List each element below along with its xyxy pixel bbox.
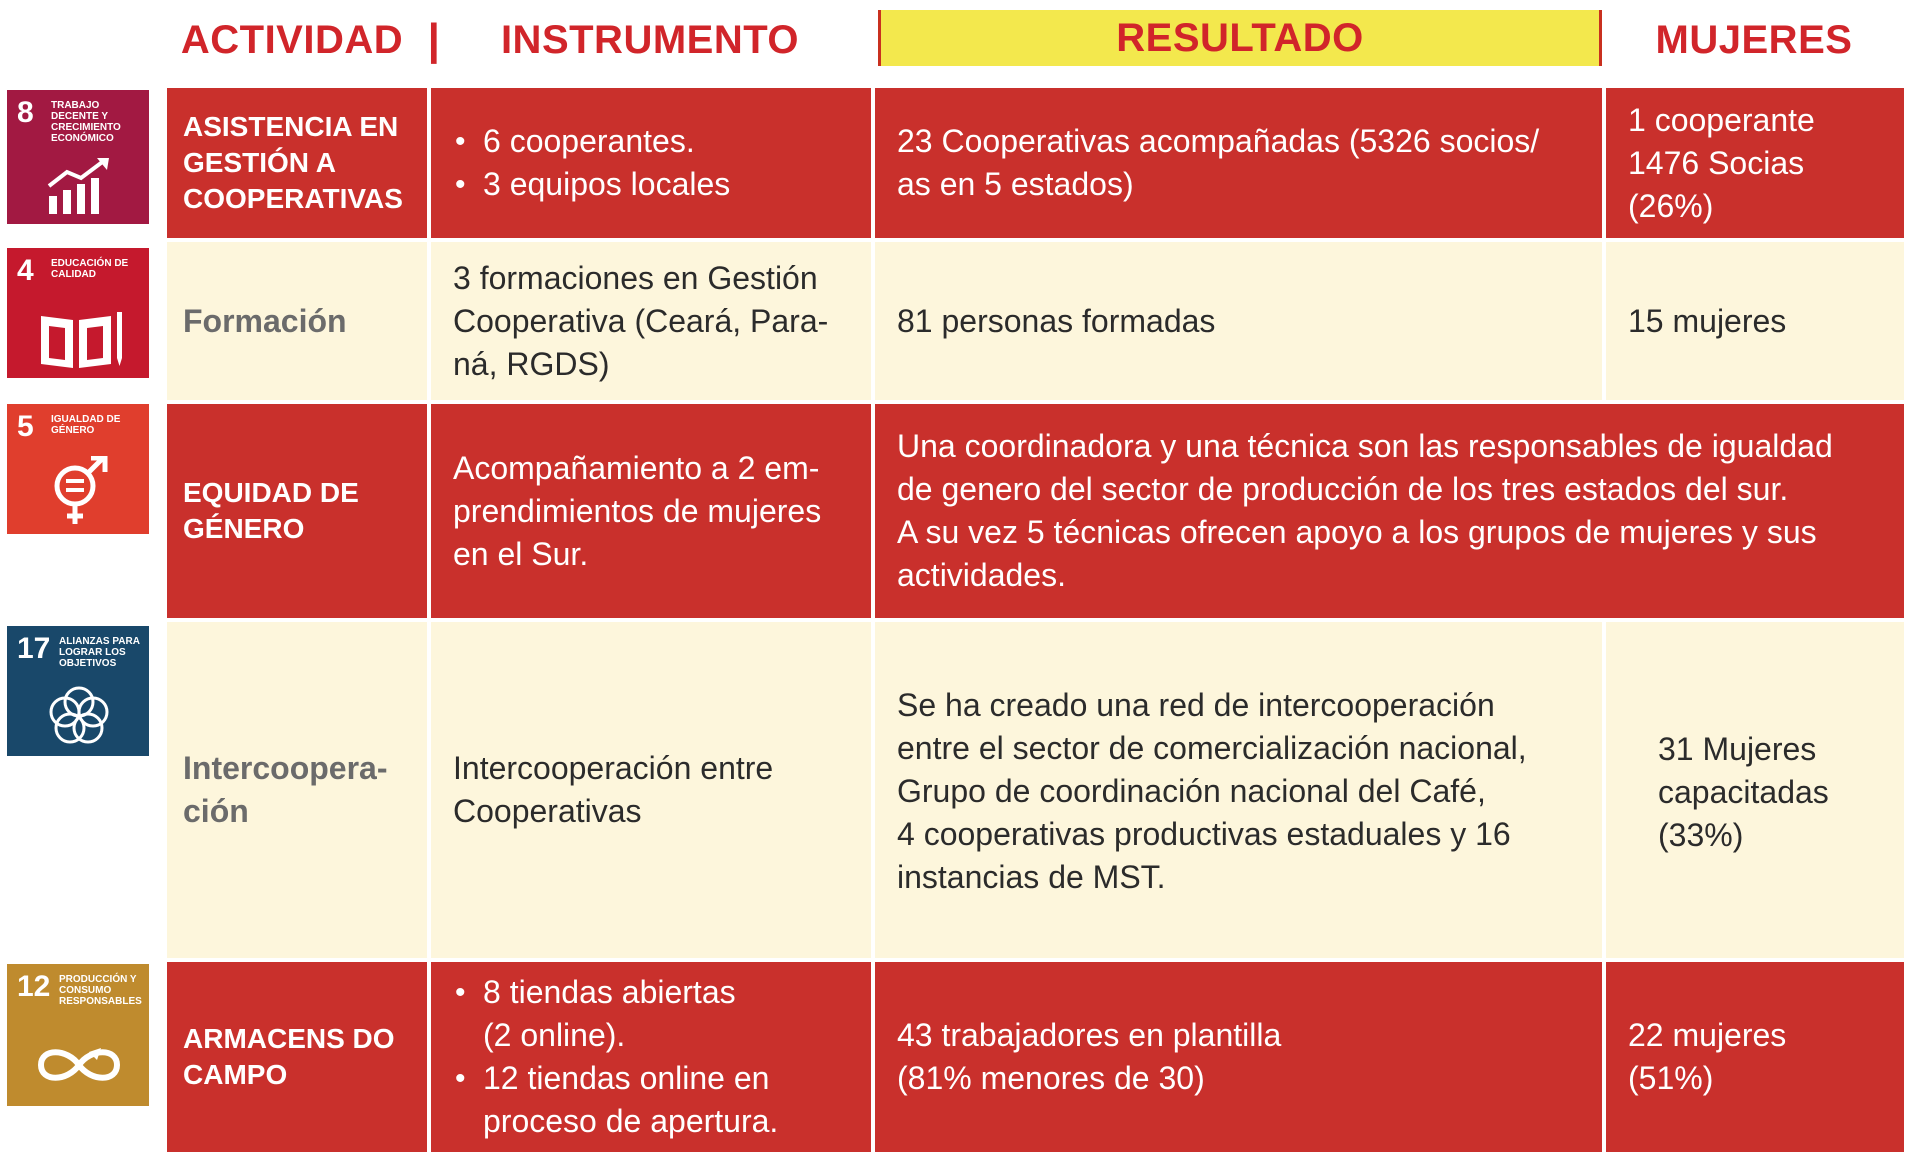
sdg-4-icon: 4 EDUCACIÓN DE CALIDAD bbox=[7, 248, 149, 378]
row2-actividad: Formación bbox=[167, 242, 427, 400]
sdg-17-icon: 17 ALIANZAS PARA LOGRAR LOS OBJETIVOS bbox=[7, 626, 149, 756]
row1-actividad: ASISTENCIA EN GESTIÓN A COOPERATIVAS bbox=[167, 88, 427, 238]
list-item: • 3 equipos locales bbox=[453, 163, 857, 206]
header-resultado: RESULTADO bbox=[878, 10, 1602, 66]
row5-mujeres: 22 mujeres (51%) bbox=[1606, 962, 1904, 1152]
header-mujeres: MUJERES bbox=[1655, 17, 1853, 62]
row2-resultado: 81 personas formadas bbox=[875, 242, 1602, 400]
row1-mujeres: 1 cooperante 1476 Socias (26%) bbox=[1606, 88, 1904, 238]
infinity-icon bbox=[31, 1040, 127, 1090]
partnership-flower-icon bbox=[39, 682, 119, 752]
row2-mujeres: 15 mujeres bbox=[1606, 242, 1904, 400]
header-actividad: ACTIVIDAD bbox=[180, 17, 404, 62]
sdg-12-icon: 12 PRODUCCIÓN Y CONSUMO RESPONSABLES bbox=[7, 964, 149, 1106]
row3-instrumento: Acompañamiento a 2 em- prendimientos de mujeres en el Sur. bbox=[431, 404, 871, 618]
sdg-8-icon: 8 TRABAJO DECENTE Y CRECIMIENTO ECONÓMICO bbox=[7, 90, 149, 224]
row3-resultado: Una coordinadora y una técnica son las responsables de igualdad de genero del sector de producción de los tres estados del sur. A su vez 5 técnicas ofrecen apoyo a los grupos de mujeres y sus actividades. bbox=[875, 404, 1904, 618]
list-item: • 8 tiendas abiertas (2 online). bbox=[453, 971, 857, 1057]
list-item: • 12 tiendas online en proceso de apertura. bbox=[453, 1057, 857, 1143]
sdg-5-icon: 5 IGUALDAD DE GÉNERO bbox=[7, 404, 149, 534]
row4-instrumento: Intercooperación entre Cooperativas bbox=[431, 622, 871, 958]
row4-resultado: Se ha creado una red de intercooperación entre el sector de comercialización nacional, Grupo de coordinación nacional del Café, 4 cooperativas productivas estaduales y 16 instancias de MST. bbox=[875, 622, 1602, 958]
row1-resultado: 23 Cooperativas acompañadas (5326 socios/ as en 5 estados) bbox=[875, 88, 1602, 238]
gender-equality-icon bbox=[45, 456, 115, 528]
header-separator: | bbox=[427, 15, 441, 64]
row4-actividad: Intercoopera- ción bbox=[167, 622, 427, 958]
book-icon bbox=[35, 308, 125, 372]
row3-actividad: EQUIDAD DE GÉNERO bbox=[167, 404, 427, 618]
list-item: • 6 cooperantes. bbox=[453, 120, 857, 163]
header-instrumento: INSTRUMENTO bbox=[500, 17, 800, 62]
row5-actividad: ARMACENS DO CAMPO bbox=[167, 962, 427, 1152]
row5-instrumento bbox=[431, 962, 871, 1152]
row1-instrumento bbox=[431, 88, 871, 238]
growth-chart-icon bbox=[45, 156, 115, 216]
row2-instrumento: 3 formaciones en Gestión Cooperativa (Ceará, Para- ná, RGDS) bbox=[431, 242, 871, 400]
row5-resultado: 43 trabajadores en plantilla (81% menores de 30) bbox=[875, 962, 1602, 1152]
row4-mujeres: 31 Mujeres capacitadas (33%) bbox=[1606, 622, 1904, 958]
